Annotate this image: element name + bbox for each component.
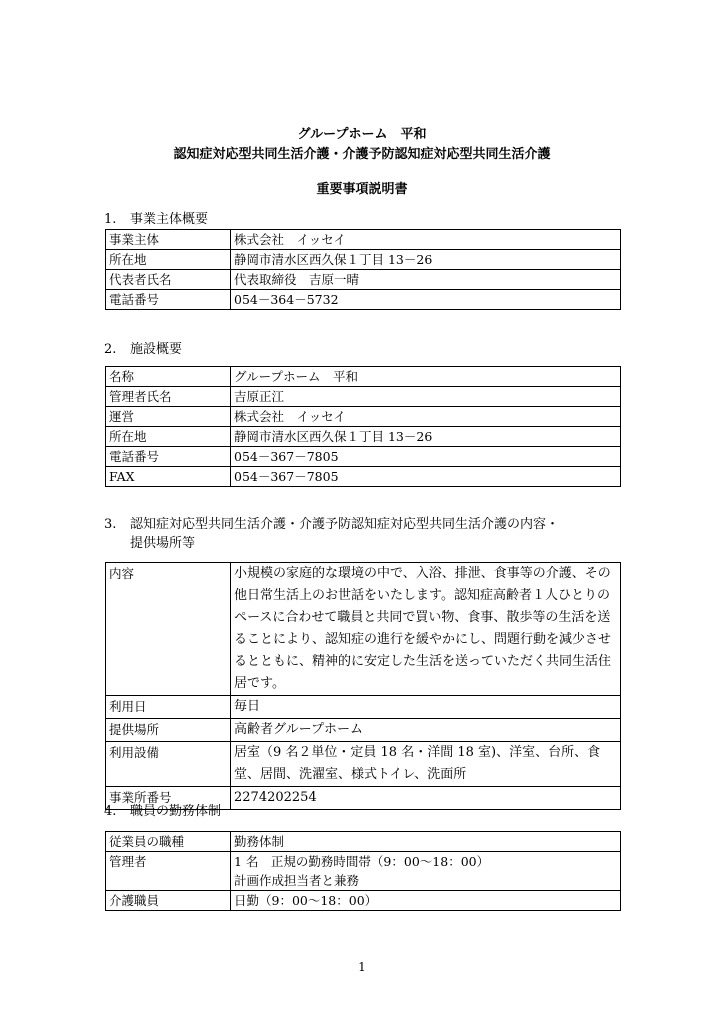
table-row xyxy=(106,447,621,467)
row-value: グループホーム 平和 xyxy=(231,367,621,387)
section-2-heading xyxy=(104,340,182,359)
row-value: 054－367－7805 xyxy=(231,447,621,467)
section-1-heading xyxy=(104,210,208,229)
row-key: 代表者氏名 xyxy=(106,270,231,290)
page-number: 1 xyxy=(358,960,366,974)
section-title: 職員の勤務体制 xyxy=(130,804,222,819)
table-row xyxy=(106,563,621,696)
table-row xyxy=(106,407,621,427)
section-number: 2. xyxy=(104,342,117,357)
table-row xyxy=(106,719,621,742)
table-row xyxy=(106,270,621,290)
row-value: 代表取締役 吉原一晴 xyxy=(231,270,621,290)
row-value: 2274202254 xyxy=(231,787,621,810)
section-title-line1: 認知症対応型共同生活介護・介護予防認知症対応型共同生活介護の内容・ xyxy=(130,517,560,532)
business-entity-table xyxy=(105,229,621,310)
row-key: 名称 xyxy=(106,367,231,387)
row-key: 内容 xyxy=(106,563,231,696)
row-key: 電話番号 xyxy=(106,447,231,467)
table-row xyxy=(106,696,621,719)
table-row xyxy=(106,367,621,387)
row-value: 高齢者グループホーム xyxy=(231,719,621,742)
row-value xyxy=(231,852,621,891)
row-key: 所在地 xyxy=(106,427,231,447)
row-value: 勤務体制 xyxy=(231,832,621,852)
table-row xyxy=(106,427,621,447)
row-value: 株式会社 イッセイ xyxy=(231,230,621,250)
table-row xyxy=(106,467,621,487)
facility-overview-table xyxy=(105,366,621,487)
row-key: 所在地 xyxy=(106,250,231,270)
row-value: 居室（9 名２単位・定員 18 名・洋間 18 室)、洋室、台所、食堂、居間、洗濯室、様式トイレ、洗面所 xyxy=(231,742,621,787)
section-title: 施設概要 xyxy=(130,342,183,357)
table-row xyxy=(106,250,621,270)
row-value: 日勤（9：00～18：00） xyxy=(231,891,621,911)
row-key: 利用日 xyxy=(106,696,231,719)
row-key: 事業所番号 xyxy=(106,787,231,810)
row-key: 利用設備 xyxy=(106,742,231,787)
row-key: 運営 xyxy=(106,407,231,427)
table-row xyxy=(106,290,621,310)
row-value: 静岡市清水区西久保１丁目 13－26 xyxy=(231,250,621,270)
section-3-heading xyxy=(104,515,624,553)
section-number: 1. xyxy=(104,212,117,227)
staff-schedule-table xyxy=(105,831,621,911)
section-title: 事業主体概要 xyxy=(130,212,209,227)
section-title-line2: 提供場所等 xyxy=(130,536,196,551)
table-row xyxy=(106,832,621,852)
facility-title: グループホーム 平和 xyxy=(297,127,427,142)
row-key: 提供場所 xyxy=(106,719,231,742)
row-key: 従業員の職種 xyxy=(106,832,231,852)
row-value: 毎日 xyxy=(231,696,621,719)
service-title: 認知症対応型共同生活介護・介護予防認知症対応型共同生活介護 xyxy=(173,147,551,162)
table-row xyxy=(106,852,621,891)
table-row xyxy=(106,230,621,250)
row-value: 054－364－5732 xyxy=(231,290,621,310)
row-key: 電話番号 xyxy=(106,290,231,310)
table-row xyxy=(106,891,621,911)
row-key: 管理者氏名 xyxy=(106,387,231,407)
section-number: 3. xyxy=(104,517,117,532)
row-value: 株式会社 イッセイ xyxy=(231,407,621,427)
row-value-line2: 計画作成担当者と兼務 xyxy=(234,873,360,888)
row-value: 吉原正江 xyxy=(231,387,621,407)
section-number: 4. xyxy=(104,804,117,819)
table-row xyxy=(106,387,621,407)
document-title: 重要事項説明書 xyxy=(316,182,408,197)
table-row xyxy=(106,742,621,787)
row-key: FAX xyxy=(106,467,231,487)
row-key: 介護職員 xyxy=(106,891,231,911)
row-value: 小規模の家庭的な環境の中で、入浴、排泄、食事等の介護、その他日常生活上のお世話をいたします。認知症高齢者１人ひとりのペースに合わせて職員と共同で買い物、食事、散歩等の生活を送ることにより、認知症の進行を緩やかにし、問題行動を減少させるとともに、精神的に安定した生活を送っていただく共同生活住居です。 xyxy=(231,563,621,696)
service-content-table xyxy=(105,562,621,810)
row-key: 事業主体 xyxy=(106,230,231,250)
row-value: 054－367－7805 xyxy=(231,467,621,487)
row-value: 静岡市清水区西久保１丁目 13－26 xyxy=(231,427,621,447)
section-4-heading xyxy=(104,802,221,821)
row-key: 管理者 xyxy=(106,852,231,891)
row-value-line1: 1 名 正規の勤務時間帯（9：00～18：00） xyxy=(234,854,490,869)
